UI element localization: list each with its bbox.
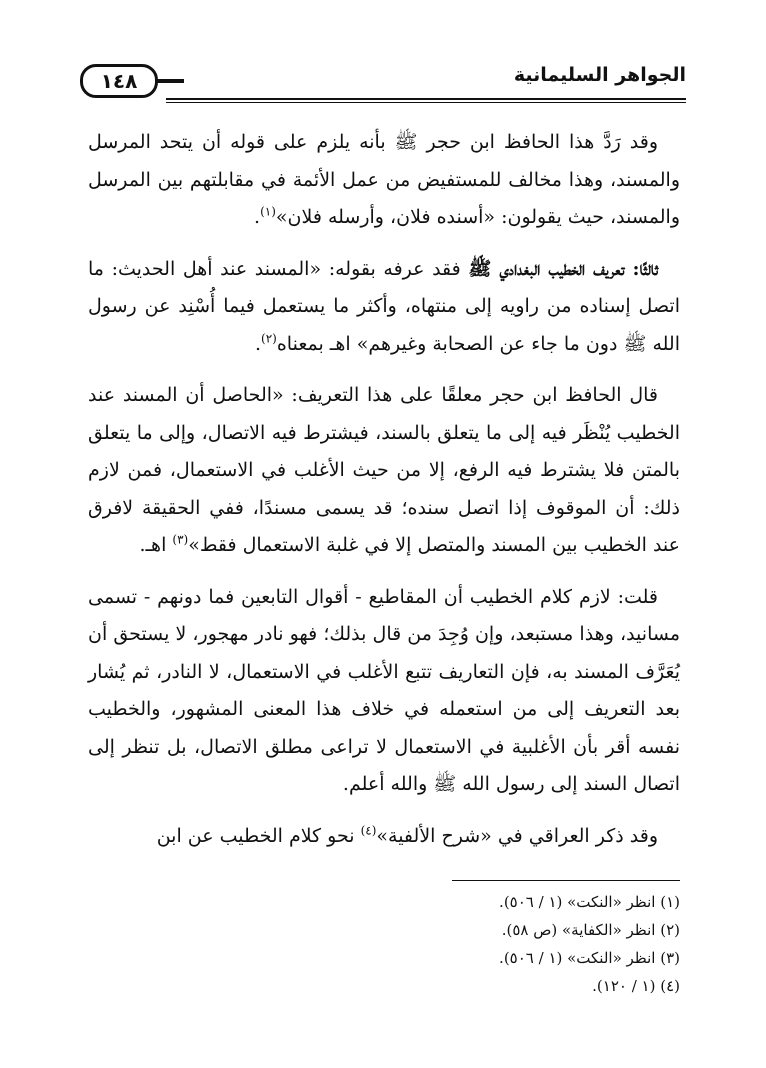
footnote-separator xyxy=(452,880,680,881)
paragraph-tail: . xyxy=(254,206,261,228)
footnotes xyxy=(380,888,680,1000)
header-rule-thin xyxy=(166,102,686,103)
paragraph-text: قلت: لازم كلام الخطيب أن المقاطيع - أقوال التابعين فما دونهم - تسمى مسانيد، وهذا مستبعد، وإن وُجِدَ من قال بذلك؛ فهو نادر مهجور، لا يستحق أن يُعَرَّف المسند به، فإن التعاريف تتبع الأغلب في الاستعمال، لا النادر، ثم يُشار بعد التعريف إلى من استعمله في خلاف هذا المعنى المشهور، والخطيب نفسه أقر بأن الأغلبية في الاستعمال لا تراعى مطلق الاتصال، بل تنظر إلى اتصال السند إلى رسول الله ﷺ والله أعلم. xyxy=(88,585,680,795)
footnote-item: (٣) انظر «النكت» (١ / ٥٠٦). xyxy=(499,949,680,967)
page-number-ornament xyxy=(154,79,184,83)
paragraph-tail: اهـ. xyxy=(139,534,173,556)
paragraph-2 xyxy=(88,251,680,364)
paragraph-3 xyxy=(88,377,680,565)
footnote-ref: (٢) xyxy=(261,331,277,346)
footnote-item: (٤) (١ / ١٢٠). xyxy=(592,977,680,995)
footnote-ref: (٤) xyxy=(360,823,377,838)
paragraph-4 xyxy=(88,579,680,804)
page-header xyxy=(70,62,686,106)
paragraph-text: وقد رَدَّ هذا الحافظ ابن حجر ﷺ بأنه يلزم على قوله أن يتحد المرسل والمسند، وهذا مخالف للمستفيض من عمل الأئمة في مقابلتهم بين المرسل والمسند، حيث يقولون: «أسنده فلان، وأرسله فلان» xyxy=(88,131,680,228)
footnote-item: (٢) انظر «الكفاية» (ص ٥٨). xyxy=(501,921,680,939)
section-heading: ثالثًا: تعريف الخطيب البغدادي ﷺ xyxy=(468,257,658,280)
footnote-ref: (٣) xyxy=(172,532,189,547)
page-number-badge xyxy=(70,64,200,96)
footnote-ref: (١) xyxy=(260,204,276,219)
running-title: الجواهر السليمانية xyxy=(513,64,686,86)
main-text xyxy=(88,124,680,869)
paragraph-tail: نحو كلام الخطيب عن ابن xyxy=(156,824,361,847)
footnote-item: (١) انظر «النكت» (١ / ٥٠٦). xyxy=(499,893,680,911)
paragraph-text: وقد ذكر العراقي في «شرح الألفية» xyxy=(376,824,658,847)
page-number: ١٤٨ xyxy=(80,64,158,98)
paragraph-text: فقد عرفه بقوله: «المسند عند أهل الحديث: ما اتصل إسناده من راويه إلى منتهاه، وأكثر ما يستعمل فيما أُسْنِد عن رسول الله ﷺ دون ما جاء عن الصحابة وغيرهم» اهـ بمعناه xyxy=(88,257,680,355)
paragraph-5 xyxy=(88,818,680,856)
paragraph-1 xyxy=(88,124,680,237)
paragraph-text: قال الحافظ ابن حجر معلقًا على هذا التعريف: «الحاصل أن المسند عند الخطيب يُنْظَر فيه إلى ما يتعلق بالسند، فيشترط فيه الاتصال، وإلى ما يتعلق بالمتن فلا يشترط فيه الرفع، إلا من حيث الأغلب في الاستعمال، فمن لازم ذلك: أن الموقوف إذا اتصل سنده؛ قد يسمى مسندًا، ففي الحقيقة لافرق عند الخطيب بين المسند والمتصل إلا في غلبة الاستعمال فقط» xyxy=(88,384,680,556)
header-rule xyxy=(166,98,686,100)
paragraph-tail: . xyxy=(254,332,262,355)
